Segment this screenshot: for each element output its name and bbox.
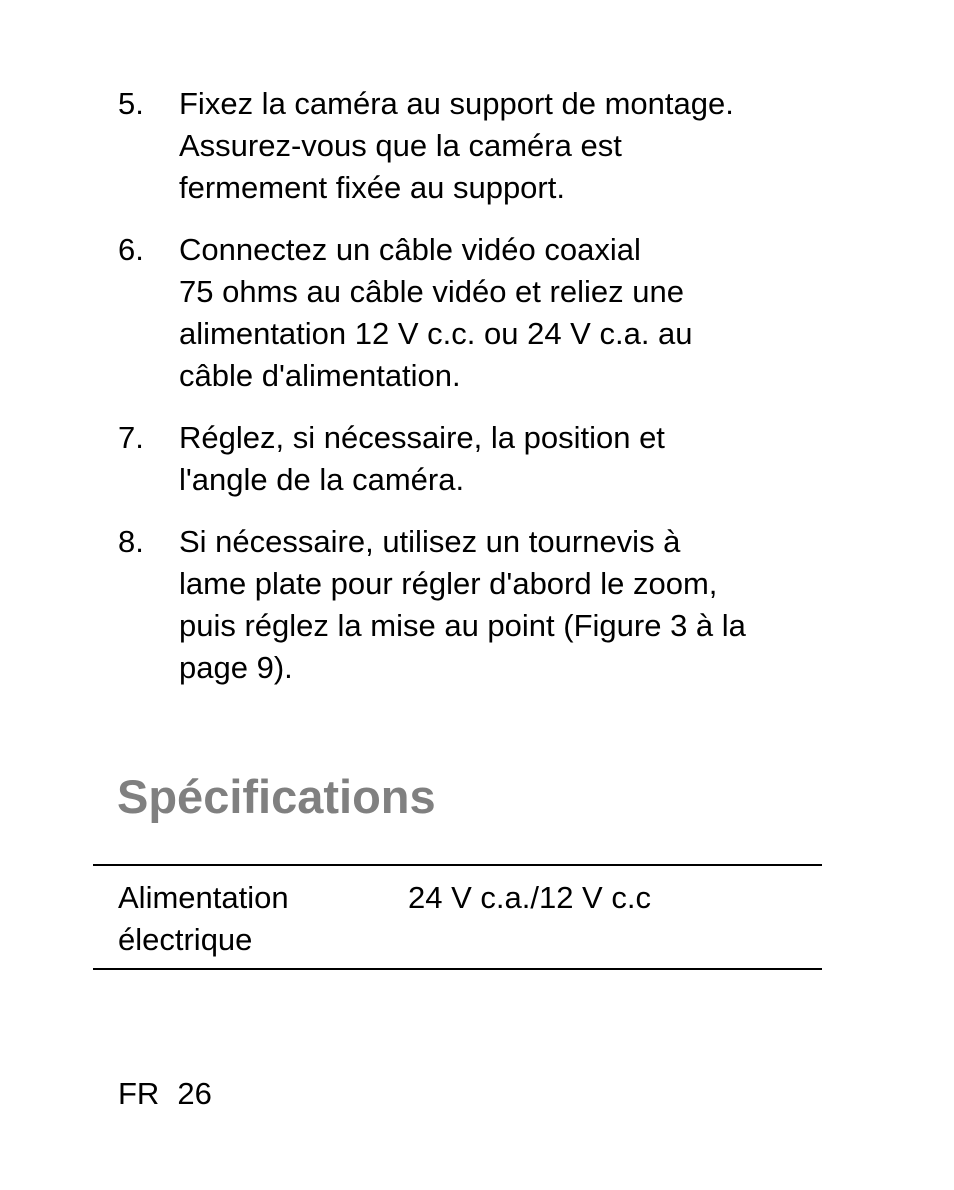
step-item (118, 417, 818, 501)
specifications-table (93, 864, 822, 970)
step-text-line: 75 ohms au câble vidéo et reliez une (179, 274, 684, 309)
step-text-line: Réglez, si nécessaire, la position et (179, 420, 665, 455)
table-row (93, 866, 822, 968)
step-text-line: puis réglez la mise au point (Figure 3 à la (179, 608, 746, 643)
step-text-line: alimentation 12 V c.c. ou 24 V c.a. au (179, 316, 693, 351)
step-number: 8. (118, 524, 144, 559)
step-text-line: fermement fixée au support. (179, 170, 565, 205)
step-text-line: Connectez un câble vidéo coaxial (179, 232, 641, 267)
spec-value: 24 V c.a./12 V c.c (408, 880, 651, 915)
step-text-line: page 9). (179, 650, 293, 685)
footer-language: FR (118, 1076, 160, 1111)
step-text-line: l'angle de la caméra. (179, 462, 465, 497)
spec-label-line: Alimentation (118, 880, 289, 915)
spec-label-line: électrique (118, 922, 253, 957)
spec-label (118, 877, 289, 961)
section-title: Spécifications (117, 770, 436, 823)
step-item (118, 521, 818, 689)
step-text-line: Assurez-vous que la caméra est (179, 128, 622, 163)
step-item (118, 83, 818, 209)
footer-page-number: 26 (177, 1076, 212, 1111)
step-number: 6. (118, 232, 144, 267)
step-text-line: Si nécessaire, utilisez un tournevis à (179, 524, 681, 559)
step-text-line: lame plate pour régler d'abord le zoom, (179, 566, 718, 601)
step-item (118, 229, 818, 397)
step-text-line: câble d'alimentation. (179, 358, 461, 393)
installation-steps (118, 83, 818, 709)
step-number: 7. (118, 420, 144, 455)
page-footer (118, 1073, 212, 1115)
step-number: 5. (118, 86, 144, 121)
step-text-line: Fixez la caméra au support de montage. (179, 86, 734, 121)
